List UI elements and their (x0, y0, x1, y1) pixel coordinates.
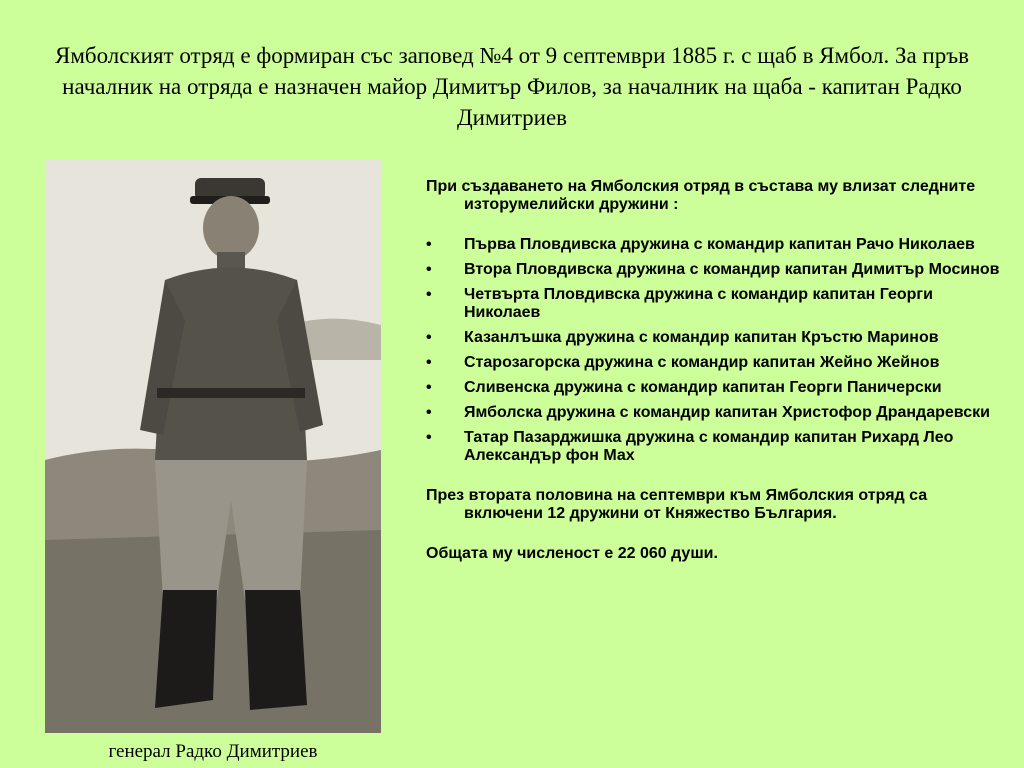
list-item (426, 404, 1006, 422)
bullet-icon: • (426, 354, 432, 371)
content-block (426, 178, 1006, 563)
list-item (426, 329, 1006, 347)
list-item-text: Ямболска дружина с командир капитан Христофор Драндаревски (464, 404, 990, 421)
list-item-text: Втора Пловдивска дружина с командир капитан Димитър Мосинов (464, 261, 1000, 278)
bullet-icon: • (426, 329, 432, 346)
list-item (426, 286, 1006, 322)
total-strength-paragraph: Общата му численост е 22 060 души. (426, 545, 718, 562)
bullet-icon: • (426, 286, 432, 303)
photo-caption: генерал Радко Димитриев (108, 741, 318, 762)
list-item-text: Четвърта Пловдивска дружина с командир капитан Георги Николаев (464, 286, 933, 321)
list-item (426, 236, 1006, 254)
bullet-icon: • (426, 404, 432, 421)
bullet-icon: • (426, 429, 432, 446)
list-item-text: Сливенска дружина с командир капитан Георги Паничерски (464, 379, 942, 396)
bullet-icon: • (426, 261, 432, 278)
list-item (426, 429, 1006, 465)
bullet-icon: • (426, 236, 432, 253)
reinforcement-paragraph: През втората половина на септември към Ямболския отряд са включени 12 дружини от Княжество България. (426, 487, 928, 522)
intro-paragraph: При създаването на Ямболския отряд в състава му влизат следните изторумелийски дружини : (426, 178, 976, 213)
list-item (426, 354, 1006, 372)
bullet-icon: • (426, 379, 432, 396)
list-item-text: Казанлъшка дружина с командир капитан Кръстю Маринов (464, 329, 939, 346)
slide-title: Ямболският отряд е формиран със заповед №4 от 9 септември 1885 г. с щаб в Ямбол. За пръв началник на отряда е назначен майор Димитър Филов, за началник на щаба - капитан Радко Димитриев (54, 43, 969, 130)
units-list (426, 236, 1006, 465)
list-item (426, 261, 1006, 279)
list-item-text: Татар Пазарджишка дружина с командир капитан Рихард Лео Александър фон Мах (464, 429, 954, 464)
portrait-photo (45, 160, 381, 733)
list-item-text: Старозагорска дружина с командир капитан Жейно Жейнов (464, 354, 940, 371)
list-item (426, 379, 1006, 397)
list-item-text: Първа Пловдивска дружина с командир капитан Рачо Николаев (464, 236, 975, 253)
